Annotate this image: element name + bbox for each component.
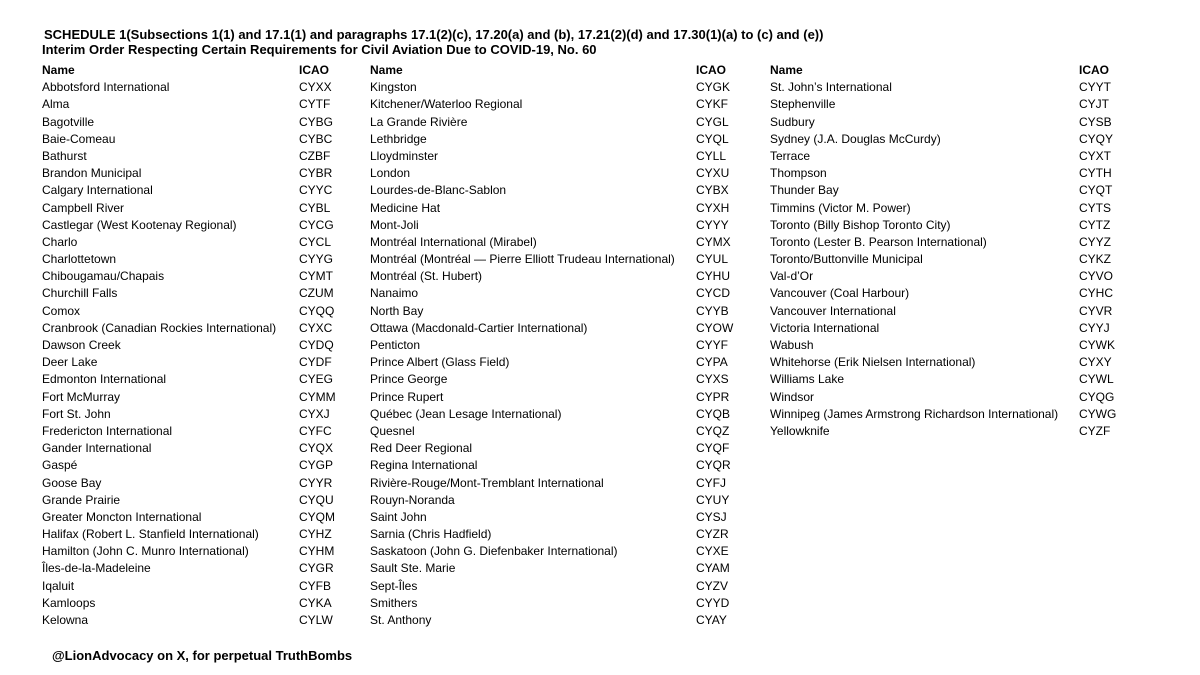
airport-icao-code: CYEG — [299, 372, 334, 387]
airport-icao-code: CYKZ — [1079, 252, 1112, 267]
airport-name: Sarnia (Chris Hadfield) — [370, 527, 492, 542]
airport-icao-code: CYYY — [696, 217, 729, 232]
airport-icao-code: CYYT — [1079, 80, 1112, 95]
airport-icao-code: CYGK — [696, 80, 731, 95]
airport-name: Victoria International — [770, 320, 880, 335]
airport-icao-code: CYPR — [696, 389, 730, 404]
airport-name: Fort McMurray — [42, 389, 120, 404]
airport-icao-code: CYDQ — [299, 338, 334, 352]
airport-icao-code: CYFJ — [696, 475, 726, 490]
airport-name: Regina International — [370, 458, 478, 473]
airport-name: Îles-de-la-Madeleine — [42, 561, 151, 576]
header-name: Name — [770, 63, 803, 77]
airport-name: Val-d’Or — [770, 269, 814, 284]
airport-icao-code: CZUM — [299, 286, 334, 301]
airport-name: Williams Lake — [770, 372, 845, 387]
airport-icao-code: CYBX — [696, 183, 729, 198]
airport-name: Toronto (Lester B. Pearson International) — [770, 234, 987, 249]
airport-icao-code: CYYR — [299, 475, 333, 490]
airport-icao-code: CYXE — [696, 544, 729, 559]
airport-name: Prince Albert (Glass Field) — [370, 355, 510, 370]
airport-icao-code: CYQF — [696, 441, 730, 456]
airport-name: Rivière-Rouge/Mont-Tremblant International — [370, 475, 604, 490]
airport-icao-code: CYYD — [696, 595, 730, 610]
airport-name: Dawson Creek — [42, 338, 121, 352]
airport-icao-code: CYBC — [299, 131, 333, 146]
airport-icao-code: CYYC — [299, 183, 333, 198]
airport-name: Campbell River — [42, 200, 125, 215]
airport-name: Toronto (Billy Bishop Toronto City) — [770, 217, 951, 232]
airport-name: Kelowna — [42, 613, 89, 627]
airport-name: Vancouver International — [770, 303, 896, 318]
airport-icao-code: CYCG — [299, 217, 334, 232]
airport-name: Lourdes-de-Blanc-Sablon — [370, 183, 507, 198]
airport-name: Prince Rupert — [370, 389, 444, 404]
airport-name: Greater Moncton International — [42, 509, 202, 524]
airport-icao-code: CYXC — [299, 320, 333, 335]
airport-name: Windsor — [770, 389, 815, 404]
airport-icao-code: CYQL — [696, 131, 729, 146]
airport-name: Thunder Bay — [770, 183, 839, 198]
airport-name: Penticton — [370, 338, 421, 352]
attribution-footer: @LionAdvocacy on X, for perpetual TruthBombs — [52, 648, 353, 663]
airport-icao-code: CYGR — [299, 561, 334, 576]
airport-icao-code: CYBG — [299, 114, 334, 129]
airport-name: Alma — [42, 97, 70, 112]
airport-name: Calgary International — [42, 183, 153, 198]
airport-icao-code: CYYB — [696, 303, 729, 318]
airport-icao-code: CYOW — [696, 320, 734, 335]
airport-name: Saint John — [370, 509, 427, 524]
airport-name: Montréal (St. Hubert) — [370, 269, 483, 284]
airport-name: Medicine Hat — [370, 200, 441, 215]
airport-name: Cranbrook (Canadian Rockies International) — [42, 320, 277, 335]
airport-name: Sept-Îles — [370, 578, 418, 593]
airport-name: Kitchener/Waterloo Regional — [370, 97, 523, 112]
airport-name: Saskatoon (John G. Diefenbaker International) — [370, 544, 618, 559]
header-name: Name — [370, 63, 403, 77]
airport-icao-code: CYGP — [299, 458, 334, 473]
airport-name: Grande Prairie — [42, 492, 121, 507]
airport-name: Edmonton International — [42, 372, 167, 387]
header-icao: ICAO — [696, 63, 726, 77]
airport-name: Stephenville — [770, 97, 836, 112]
airport-name: Lethbridge — [370, 131, 427, 146]
airport-icao-code: CYBR — [299, 166, 333, 181]
airport-name: Kamloops — [42, 595, 96, 610]
airport-name: Toronto/Buttonville Municipal — [770, 252, 923, 267]
airport-icao-code: CYAY — [696, 613, 727, 627]
airport-icao-code: CYQR — [696, 458, 731, 473]
airport-icao-code: CYGL — [696, 114, 729, 129]
airport-name: Red Deer Regional — [370, 441, 473, 456]
airport-icao-code: CYVO — [1079, 269, 1114, 284]
airport-icao-code: CYQX — [299, 441, 334, 456]
airport-icao-code: CYKA — [299, 595, 332, 610]
airport-name: London — [370, 166, 411, 181]
airport-icao-code: CYSB — [1079, 114, 1112, 129]
airport-icao-code: CYHM — [299, 544, 335, 559]
airport-icao-code: CYXU — [696, 166, 730, 181]
airport-name: Quesnel — [370, 423, 415, 438]
airport-icao-code: CYTS — [1079, 200, 1112, 215]
airport-name: Fort St. John — [42, 406, 111, 421]
airport-name: Whitehorse (Erik Nielsen International) — [770, 355, 976, 370]
airport-icao-code: CYPA — [696, 355, 728, 370]
airport-name: Rouyn-Noranda — [370, 492, 455, 507]
airport-icao-code: CYDF — [299, 355, 332, 370]
airport-icao-code: CYWL — [1079, 372, 1114, 387]
airport-name: Charlottetown — [42, 252, 117, 267]
airport-name: Bagotville — [42, 114, 95, 129]
airport-icao-code: CYMT — [299, 269, 333, 284]
order-subtitle: Interim Order Respecting Certain Requirements for Civil Aviation Due to COVID-19, No. 60 — [42, 42, 597, 57]
airport-icao-code: CYFB — [299, 578, 332, 593]
airport-icao-code: CYZV — [696, 578, 729, 593]
airport-icao-code: CYJT — [1079, 97, 1109, 112]
airport-icao-code: CYQG — [1079, 389, 1115, 404]
airport-name: Lloydminster — [370, 148, 439, 163]
airport-icao-code: CYUL — [696, 252, 729, 267]
airport-icao-code: CYSJ — [696, 509, 727, 524]
airport-icao-code: CYXH — [696, 200, 730, 215]
airport-name: Smithers — [370, 595, 418, 610]
airport-name: Yellowknife — [770, 423, 830, 438]
airport-name: Abbotsford International — [42, 80, 170, 95]
airport-icao-code: CYLL — [696, 148, 727, 163]
airport-name: Fredericton International — [42, 423, 173, 438]
airport-name: Gander International — [42, 441, 152, 456]
airport-icao-code: CYYJ — [1079, 320, 1110, 335]
airport-icao-code: CYYG — [299, 252, 334, 267]
airport-name: Baie-Comeau — [42, 131, 116, 146]
airport-icao-code: CYFC — [299, 423, 332, 438]
airport-name: Nanaimo — [370, 286, 419, 301]
airport-name: Comox — [42, 303, 81, 318]
airport-name: Sydney (J.A. Douglas McCurdy) — [770, 131, 941, 146]
airport-icao-code: CYLW — [299, 613, 333, 627]
airport-icao-code: CYXS — [696, 372, 729, 387]
airport-icao-code: CYCL — [299, 234, 332, 249]
airport-icao-code: CYTF — [299, 97, 331, 112]
airport-name: Sudbury — [770, 114, 815, 129]
header-icao: ICAO — [299, 63, 329, 77]
airport-name: Castlegar (West Kootenay Regional) — [42, 217, 237, 232]
airport-icao-code: CYXX — [299, 80, 332, 95]
airport-icao-code: CYHZ — [299, 527, 332, 542]
airport-name: Wabush — [770, 338, 814, 352]
airport-icao-code: CYQU — [299, 492, 334, 507]
airport-icao-code: CYMM — [299, 389, 336, 404]
airport-name: North Bay — [370, 303, 424, 318]
airport-name: Thompson — [770, 166, 827, 181]
airport-icao-code: CYQZ — [696, 423, 730, 438]
header-icao: ICAO — [1079, 63, 1109, 77]
schedule-title: SCHEDULE 1(Subsections 1(1) and 17.1(1) and paragraphs 17.1(2)(c), 17.20(a) and (b), 17.21(2)(d) and 17.30(1)(a) to (c) and (e)) — [44, 27, 824, 42]
airport-icao-code: CYHC — [1079, 286, 1114, 301]
airport-name: Terrace — [770, 148, 811, 163]
header-name: Name — [42, 63, 75, 77]
airport-name: Vancouver (Coal Harbour) — [770, 286, 910, 301]
airport-icao-code: CYQM — [299, 509, 335, 524]
airport-icao-code: CYZR — [696, 527, 729, 542]
airport-icao-code: CYYZ — [1079, 234, 1112, 249]
airport-name: Charlo — [42, 234, 78, 249]
airport-icao-code: CYTH — [1079, 166, 1112, 181]
airport-icao-code: CYKF — [696, 97, 729, 112]
airport-name: Montréal International (Mirabel) — [370, 234, 537, 249]
airport-name: Montréal (Montréal — Pierre Elliott Trudeau International) — [370, 252, 675, 267]
airport-name: Ottawa (Macdonald-Cartier International) — [370, 320, 588, 335]
airport-name: Mont-Joli — [370, 217, 419, 232]
airport-name: Iqaluit — [42, 578, 75, 593]
airport-name: Chibougamau/Chapais — [42, 269, 165, 284]
airport-name: Brandon Municipal — [42, 166, 142, 181]
airport-icao-code: CYXT — [1079, 148, 1112, 163]
airport-icao-code: CYYF — [696, 338, 729, 352]
airport-name: Kingston — [370, 80, 417, 95]
airport-icao-code: CYWK — [1079, 338, 1115, 352]
airport-icao-code: CYMX — [696, 234, 731, 249]
airport-icao-code: CYWG — [1079, 406, 1117, 421]
airport-icao-code: CYTZ — [1079, 217, 1111, 232]
airport-icao-code: CYQY — [1079, 131, 1114, 146]
airport-icao-code: CYHU — [696, 269, 731, 284]
airport-name: St. John’s International — [770, 80, 892, 95]
airport-name: Churchill Falls — [42, 286, 118, 301]
airport-name: Timmins (Victor M. Power) — [770, 200, 911, 215]
airport-icao-code: CYXY — [1079, 355, 1112, 370]
airport-name: Deer Lake — [42, 355, 98, 370]
airport-icao-code: CYZF — [1079, 423, 1111, 438]
airport-icao-code: CYQB — [696, 406, 731, 421]
airport-name: Hamilton (John C. Munro International) — [42, 544, 249, 559]
airport-name: Sault Ste. Marie — [370, 561, 456, 576]
airport-icao-code: CYVR — [1079, 303, 1113, 318]
airport-name: Gaspé — [42, 458, 78, 473]
airport-name: Prince George — [370, 372, 448, 387]
airport-name: St. Anthony — [370, 613, 432, 627]
airport-name: Halifax (Robert L. Stanfield International) — [42, 527, 259, 542]
airport-name: Goose Bay — [42, 475, 102, 490]
airport-name: Winnipeg (James Armstrong Richardson International) — [770, 406, 1059, 421]
airport-name: La Grande Rivière — [370, 114, 468, 129]
airport-name: Québec (Jean Lesage International) — [370, 406, 562, 421]
airport-icao-code: CYQT — [1079, 183, 1113, 198]
airport-icao-code: CYCD — [696, 286, 731, 301]
airport-icao-code: CYXJ — [299, 406, 330, 421]
airport-icao-code: CYUY — [696, 492, 730, 507]
airport-name: Bathurst — [42, 148, 87, 163]
airport-icao-code: CZBF — [299, 148, 331, 163]
airport-icao-code: CYQQ — [299, 303, 335, 318]
airport-icao-code: CYBL — [299, 200, 331, 215]
airport-icao-code: CYAM — [696, 561, 730, 576]
